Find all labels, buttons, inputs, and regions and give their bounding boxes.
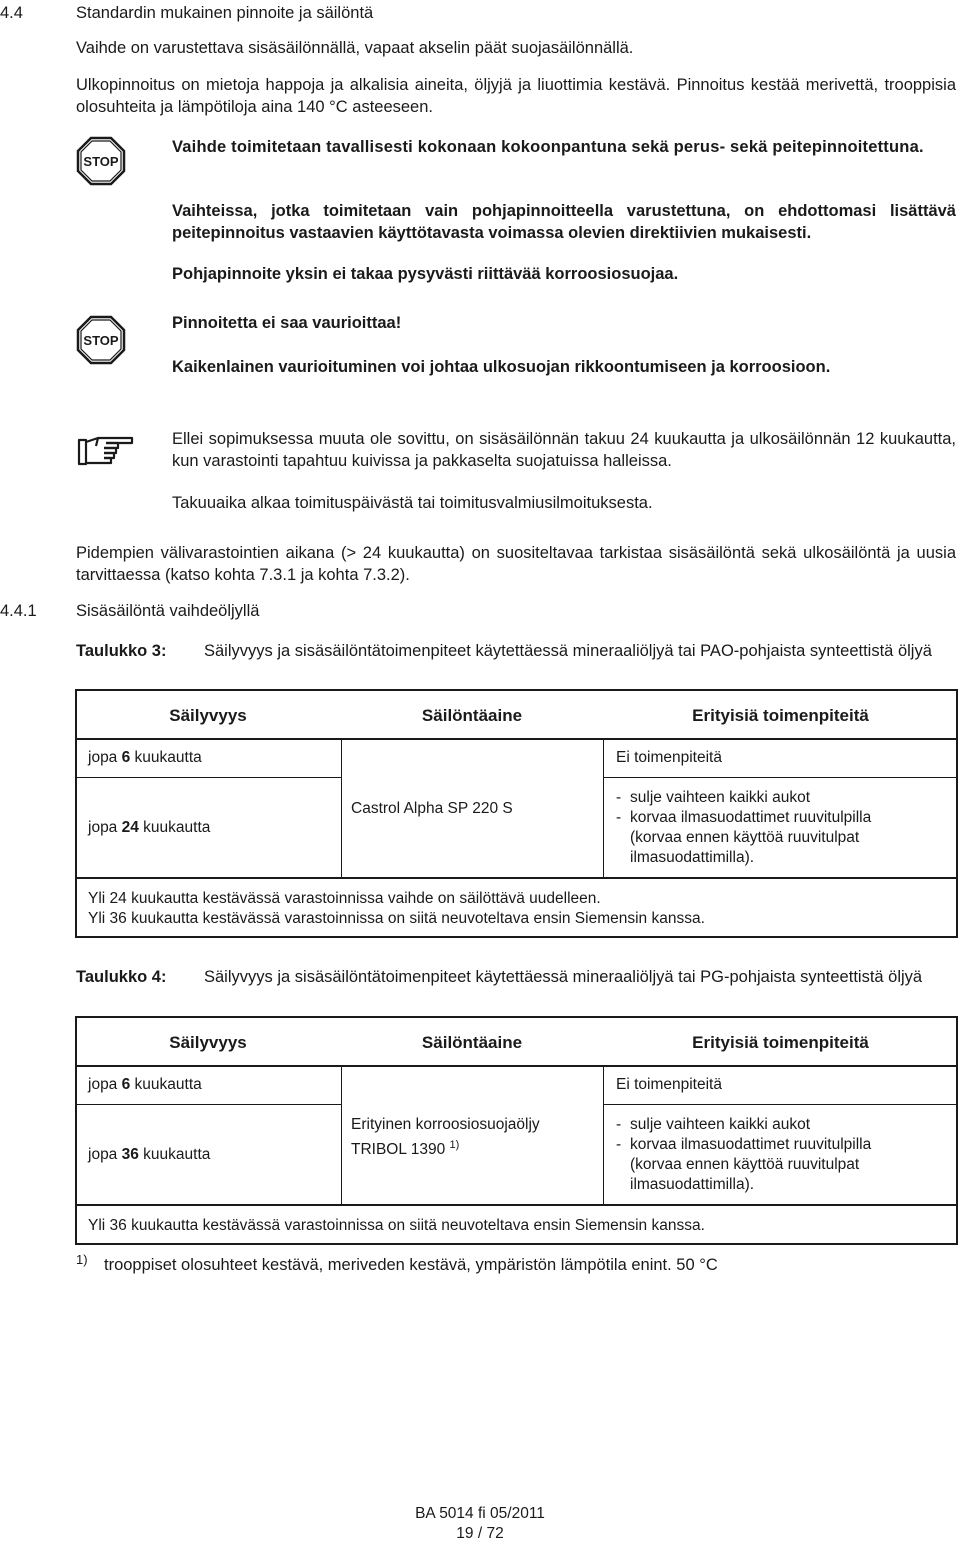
- table4-agent: Erityinen korroosiosuojaöljy TRIBOL 1390 $^{1)}$: [351, 1116, 540, 1158]
- table3-divider: [341, 740, 342, 877]
- table3-divider: [604, 777, 956, 778]
- table3-footer-2: Yli 36 kuukautta kestävässä varastoinnissa on siitä neuvoteltava ensin Siemensin kanssa.: [88, 910, 705, 927]
- table4-divider: [76, 1104, 341, 1105]
- table4-row2-shelf-life: jopa 36 kuukautta: [88, 1146, 211, 1163]
- stop-sign-label: STOP: [83, 333, 119, 348]
- stop1-text-2: Vaihteissa, jotka toimitetaan vain pohjapinnoitteella varustettuna, on ehdottomasi lisättävä peitepinnoitus vastaavien käyttötavasta voimassa olevien direktiivien mukaisesti.: [172, 202, 956, 242]
- table3-footer-1: Yli 24 kuukautta kestävässä varastoinnissa vaihde on säilöttävä uudelleen.: [88, 890, 601, 907]
- table4-row2-measures: - sulje vaihteen kaikki aukot - korvaa ilmasuodattimet ruuvitulpilla (korvaa ennen käyttöä ruuvitulpat ilmasuodattimilla).: [616, 1116, 872, 1193]
- table4-row1-measure: Ei toimenpiteitä: [616, 1076, 722, 1093]
- subsection-title: Sisäsäilöntä vaihdeöljyllä: [76, 602, 260, 620]
- intro-paragraph-1: Vaihde on varustettava sisäsäilönnällä, vapaat akselin päät suojasäilönnällä.: [76, 39, 634, 57]
- table3-caption-text: Säilyvyys ja sisäsäilöntätoimenpiteet käytettäessä mineraaliöljyä tai PAO-pohjaista synteettistä öljyä: [204, 642, 932, 660]
- table4-divider: [604, 1104, 956, 1105]
- pointing-hand-icon: [76, 432, 134, 466]
- footnote-text: trooppiset olosuhteet kestävä, meriveden kestävä, ympäristön lämpötila enint. 50 °C: [104, 1256, 718, 1274]
- table4-divider: [603, 1067, 604, 1204]
- stop-sign-label: STOP: [83, 154, 119, 169]
- table4-divider: [341, 1067, 342, 1204]
- table4-header-agent: Säilöntäaine: [421, 1033, 523, 1052]
- footnote-mark: 1): [76, 1252, 88, 1267]
- table3-row1-shelf-life: jopa 6 kuukautta: [88, 749, 202, 766]
- note-text-2: Takuuaika alkaa toimituspäivästä tai toimitusvalmiusilmoituksesta.: [172, 494, 653, 512]
- stop1-text-3: Pohjapinnoite yksin ei takaa pysyvästi riittävää korroosiosuojaa.: [172, 265, 679, 283]
- table3-agent: Castrol Alpha SP 220 S: [351, 800, 513, 817]
- table4-caption-text: Säilyvyys ja sisäsäilöntätoimenpiteet käytettäessä mineraaliöljyä tai PG-pohjaista synteettistä öljyä: [204, 968, 923, 986]
- table4-header-measures: Erityisiä toimenpiteitä: [692, 1033, 869, 1052]
- table3-divider: [603, 740, 604, 877]
- table4-divider: [76, 1204, 957, 1206]
- table4-caption-label: Taulukko 4:: [76, 968, 167, 986]
- section-title: Standardin mukainen pinnoite ja säilöntä: [76, 4, 374, 22]
- stop2-text-2: Kaikenlainen vaurioituminen voi johtaa ulkosuojan rikkoontumiseen ja korroosioon.: [172, 358, 831, 376]
- table3-row2-measures: - sulje vaihteen kaikki aukot - korvaa ilmasuodattimet ruuvitulpilla (korvaa ennen käyttöä ruuvitulpat ilmasuodattimilla).: [616, 789, 872, 866]
- stop2-text-1: Pinnoitetta ei saa vaurioittaa!: [172, 314, 402, 332]
- long-storage-paragraph: Pidempien välivarastointien aikana (> 24 kuukautta) on suositeltavaa tarkistaa sisäsäilöntä sekä ulkosäilöntä ja uusia tarvittaessa (katso kohta 7.3.1 ja kohta 7.3.2).: [76, 544, 956, 584]
- table3-caption-label: Taulukko 3:: [76, 642, 167, 660]
- note-text-1: Ellei sopimuksessa muuta ole sovittu, on sisäsäilönnän takuu 24 kuukautta ja ulkosäilönnän 12 kuukautta, kun varastointi tapahtuu kuivissa ja pakkaselta suojatuissa halleissa.: [172, 430, 956, 470]
- table3-divider: [76, 877, 957, 879]
- table4-header-shelf-life: Säilyvyys: [169, 1033, 247, 1052]
- section-number: 4.4: [0, 4, 23, 22]
- intro-paragraph-2: Ulkopinnoitus on mietoja happoja ja alkalisia aineita, öljyjä ja liuottimia kestävä. Pinnoitus kestää merivettä, trooppisia olosuhteita ja lämpötiloja aina 140 °C asteeseen.: [76, 76, 956, 116]
- table3-header-agent: Säilöntäaine: [421, 706, 523, 725]
- subsection-number: 4.4.1: [0, 602, 37, 620]
- stop-sign-icon: [76, 136, 126, 186]
- stop-sign-icon: [76, 315, 126, 365]
- table3-row2-shelf-life: jopa 24 kuukautta: [88, 819, 211, 836]
- table3-row1-measure: Ei toimenpiteitä: [616, 749, 722, 766]
- table4-row1-shelf-life: jopa 6 kuukautta: [88, 1076, 202, 1093]
- table3-divider: [76, 777, 341, 778]
- table4-footer: Yli 36 kuukautta kestävässä varastoinnissa on siitä neuvoteltava ensin Siemensin kanssa.: [88, 1217, 705, 1234]
- stop1-text-1: Vaihde toimitetaan tavallisesti kokonaan kokoonpantuna sekä perus- sekä peitepinnoitettuna.: [172, 138, 924, 156]
- footer-doc-id: BA 5014 fi 05/2011: [415, 1505, 545, 1522]
- table3-header-shelf-life: Säilyvyys: [169, 706, 247, 725]
- footer-page-number: 19 / 72: [456, 1525, 504, 1542]
- table3-header-measures: Erityisiä toimenpiteitä: [692, 706, 869, 725]
